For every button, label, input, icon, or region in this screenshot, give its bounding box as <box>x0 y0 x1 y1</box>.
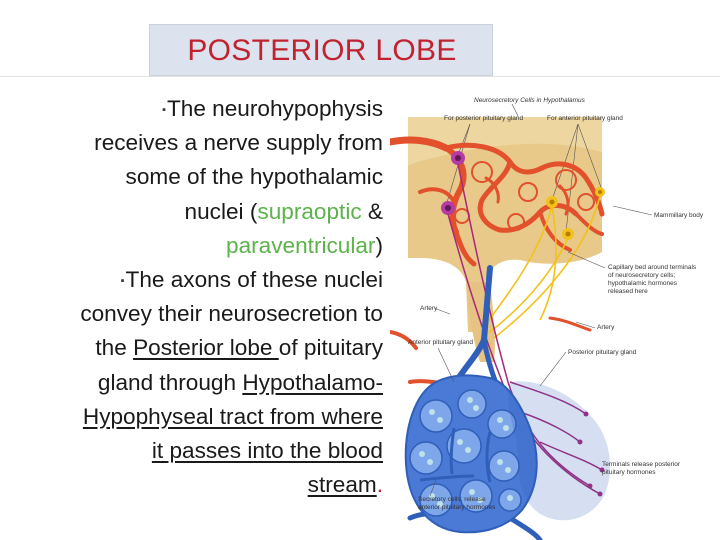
label-capillary-1: Capillary bed around terminals <box>608 264 697 271</box>
label-artery-left: Artery <box>420 305 438 312</box>
label-for-posterior: For posterior pituitary gland <box>444 115 524 122</box>
text-line: stream. <box>307 472 383 498</box>
text-line: receives a nerve supply from <box>94 130 383 156</box>
bullet-icon: ▪ <box>162 104 166 116</box>
text-line: ▪The axons of these nuclei <box>120 266 383 292</box>
highlight-supraoptic: supraoptic <box>257 198 362 224</box>
label-posterior-gland: Posterior pituitary gland <box>568 349 637 356</box>
text-line: ▪The neurohypophysis <box>162 96 383 121</box>
text-line: paraventricular) <box>226 232 383 258</box>
pituitary-diagram <box>390 82 720 540</box>
label-secretory-2: anterior pituitary hormones <box>418 504 496 511</box>
title-box <box>149 24 493 76</box>
slide-left-band <box>0 80 4 540</box>
text-line: convey their neurosecretion to <box>80 301 383 327</box>
label-terminals-2: pituitary hormones <box>602 469 656 476</box>
text-line: it passes into the blood <box>151 437 383 463</box>
text-line: gland through Hypothalamo- <box>97 369 383 395</box>
slide-top-band <box>0 0 720 26</box>
label-capillary-2: of neurosecretory cells; <box>608 272 676 279</box>
highlight-paraventricular: paraventricular <box>226 232 376 258</box>
text-line: nuclei (supraoptic & <box>184 198 383 224</box>
label-capillary-4: released here <box>608 288 648 295</box>
body-paragraph <box>6 92 383 502</box>
text-line: the Posterior lobe of pituitary <box>95 335 383 361</box>
label-capillary-3: hypothalamic hormones <box>608 280 678 287</box>
text-line: some of the hypothalamic <box>125 164 383 190</box>
title-divider <box>0 76 720 77</box>
underlined-posterior-lobe: Posterior lobe <box>133 335 279 361</box>
bullet-icon: ▪ <box>120 274 125 287</box>
label-for-anterior: For anterior pituitary gland <box>547 115 623 122</box>
label-header: Neurosecretory Cells in Hypothalamus <box>474 97 585 104</box>
label-secretory-1: Secretory cells; release <box>418 496 486 503</box>
label-terminals-1: Terminals release posterior <box>602 461 681 468</box>
label-anterior-gland: Anterior pituitary gland <box>408 339 474 346</box>
slide-title: POSTERIOR LOBE <box>187 34 457 67</box>
label-artery-right: Artery <box>597 324 615 331</box>
label-mammillary: Mammillary body <box>654 212 704 219</box>
text-line: Hypophyseal tract from where <box>82 403 383 429</box>
underlined-tract: Hypothalamo- <box>242 369 383 395</box>
